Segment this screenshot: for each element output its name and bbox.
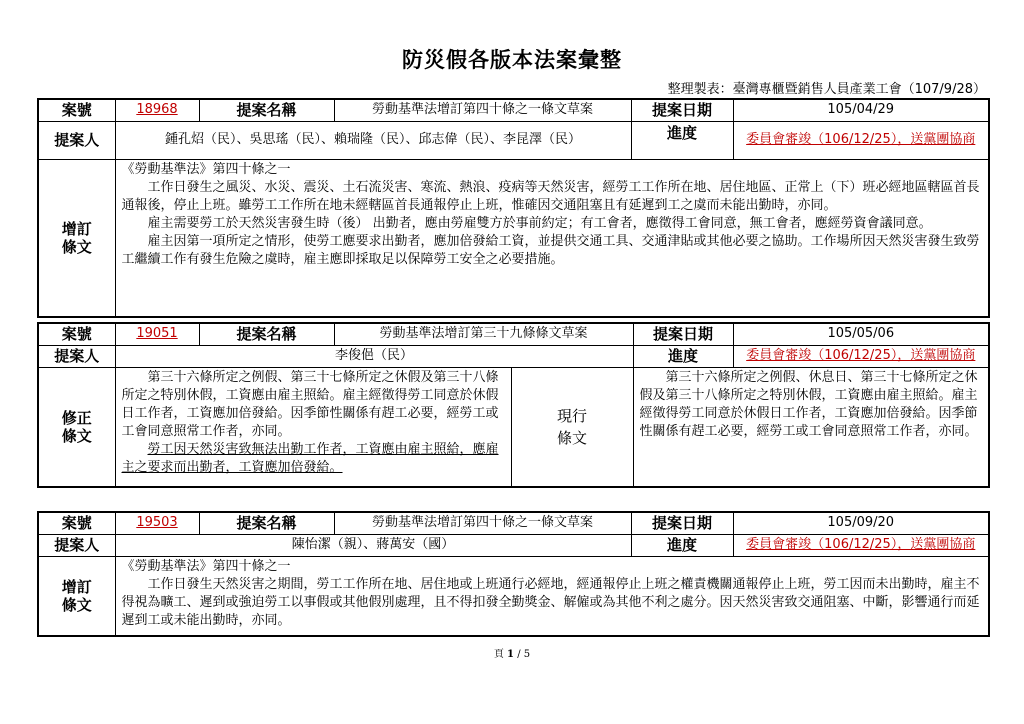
proposal-date-value: 105/09/20 [733, 512, 989, 534]
case-no-label: 案號 [38, 512, 115, 534]
progress-value: 委員會審竣（106/12/25），送黨團協商 [733, 345, 989, 367]
proposal-name-value: 勞動基準法增訂第三十九條條文草案 [334, 323, 633, 345]
page-footer [0, 645, 1024, 660]
progress-label: 進度 [631, 534, 733, 556]
paragraph: 第三十六條所定之例假、休息日、第三十七條所定之休假及第三十八條所定之特別休假，工資應由雇主照給。雇主經徵得勞工同意於休假日工作者，工資應加倍發給。因季節性關係有趕工必要，經勞工或工會同意照常工作者，亦同。 [639, 369, 978, 439]
proposer-value: 李俊俋（民） [115, 345, 633, 367]
proposal-date-label: 提案日期 [631, 99, 733, 121]
proposer-label: 提案人 [38, 534, 115, 556]
case-no-label: 案號 [38, 99, 115, 121]
case-no-label: 案號 [38, 323, 115, 345]
paragraph: 雇主因第一項所定之情形，使勞工應要求出勤者，應加倍發給工資，並提供交通工具、交通津貼或其他必要之協助。工作場所因天然災害發生致勞工繼續工作有發生危險之虞時，雇主應即採取足以保障勞工安全之必要措施。 [121, 233, 980, 267]
progress-label: 進度 [633, 345, 733, 367]
case-table-19051 [37, 322, 990, 488]
proposal-name-value: 勞動基準法增訂第四十條之一條文草案 [334, 99, 631, 121]
proposer-label: 提案人 [38, 345, 115, 367]
proposal-name-label: 提案名稱 [199, 512, 334, 534]
case-number-link[interactable]: 19051 [115, 323, 199, 345]
law-heading: 《勞動基準法》第四十條之一 [121, 161, 291, 177]
amend-text-body [115, 556, 989, 636]
law-heading: 《勞動基準法》第四十條之一 [121, 558, 291, 574]
amend-text-body [115, 159, 989, 317]
proposer-value: 鍾孔炤（民）、吳思瑤（民）、賴瑞隆（民）、邱志偉（民）、李昆澤（民） [115, 121, 631, 159]
page-subtitle: 整理製表：臺灣專櫃暨銷售人員產業工會（107/9/28） [667, 82, 986, 97]
proposer-value: 陳怡潔（親）、蔣萬安（國） [115, 534, 631, 556]
progress-label: 進度 [631, 121, 733, 159]
current-text-label: 現行 條文 [511, 367, 633, 487]
page-prefix: 頁 [493, 649, 504, 660]
proposal-date-value: 105/05/06 [733, 323, 989, 345]
proposer-label: 提案人 [38, 121, 115, 159]
case-table-18968 [37, 98, 990, 318]
case-number-link[interactable]: 19503 [115, 512, 199, 534]
progress-value: 委員會審竣（106/12/25），送黨團協商 [733, 534, 989, 556]
progress-value: 委員會審竣（106/12/25），送黨團協商 [733, 121, 989, 159]
proposal-date-value: 105/04/29 [733, 99, 989, 121]
proposal-name-label: 提案名稱 [199, 323, 334, 345]
paragraph-added: 勞工因天然災害致無法出勤工作者，工資應由雇主照給，應雇主之要求而出勤者，工資應加倍發給。 [121, 441, 499, 475]
current-text-body [633, 367, 989, 487]
proposal-name-label: 提案名稱 [199, 99, 334, 121]
page-current: 1 [507, 649, 515, 660]
proposal-date-label: 提案日期 [633, 323, 733, 345]
page-separator: / [514, 649, 524, 660]
amend-text-label: 增訂 條文 [38, 556, 115, 636]
modified-text-label: 修正 條文 [38, 367, 115, 487]
case-table-19503 [37, 511, 990, 637]
paragraph: 工作日發生天然災害之期間，勞工工作所在地、居住地或上班通行必經地，經通報停止上班之權責機關通報停止上班，勞工因而未出勤時，雇主不得視為曠工、遲到或強迫勞工以事假或其他假別處理，且不得扣發全勤獎金、解僱或為其他不利之處分。因天然災害致交通阻塞、中斷，影響通行而延遲到工或未能出勤時，亦同。 [121, 576, 980, 628]
modified-text-body [115, 367, 511, 487]
paragraph: 雇主需要勞工於天然災害發生時（後） 出勤者，應由勞雇雙方於事前約定；有工會者，應徵得工會同意，無工會者，應經勞資會議同意。 [147, 215, 932, 231]
case-number-link[interactable]: 18968 [115, 99, 199, 121]
paragraph: 工作日發生之風災、水災、震災、土石流災害、寒流、熱浪、疫病等天然災害，經勞工工作所在地、居住地區、正常上（下）班必經地區轄區首長通報後，停止上班。雖勞工工作所在地未經轄區首長通報停止上班，惟確因交通阻塞且有延遲到工之虞而未能出勤時，亦同。 [121, 179, 980, 213]
page-total: 5 [523, 649, 531, 660]
paragraph: 第三十六條所定之例假、第三十七條所定之休假及第三十八條所定之特別休假，工資應由雇主照給。雇主經徵得勞工同意於休假日工作者，工資應加倍發給。因季節性關係有趕工必要，經勞工或工會同意照常工作者，亦同。 [121, 369, 499, 439]
proposal-name-value: 勞動基準法增訂第四十條之一條文草案 [334, 512, 631, 534]
proposal-date-label: 提案日期 [631, 512, 733, 534]
amend-text-label: 增訂 條文 [38, 159, 115, 317]
page-title: 防災假各版本法案彙整 [402, 48, 622, 72]
